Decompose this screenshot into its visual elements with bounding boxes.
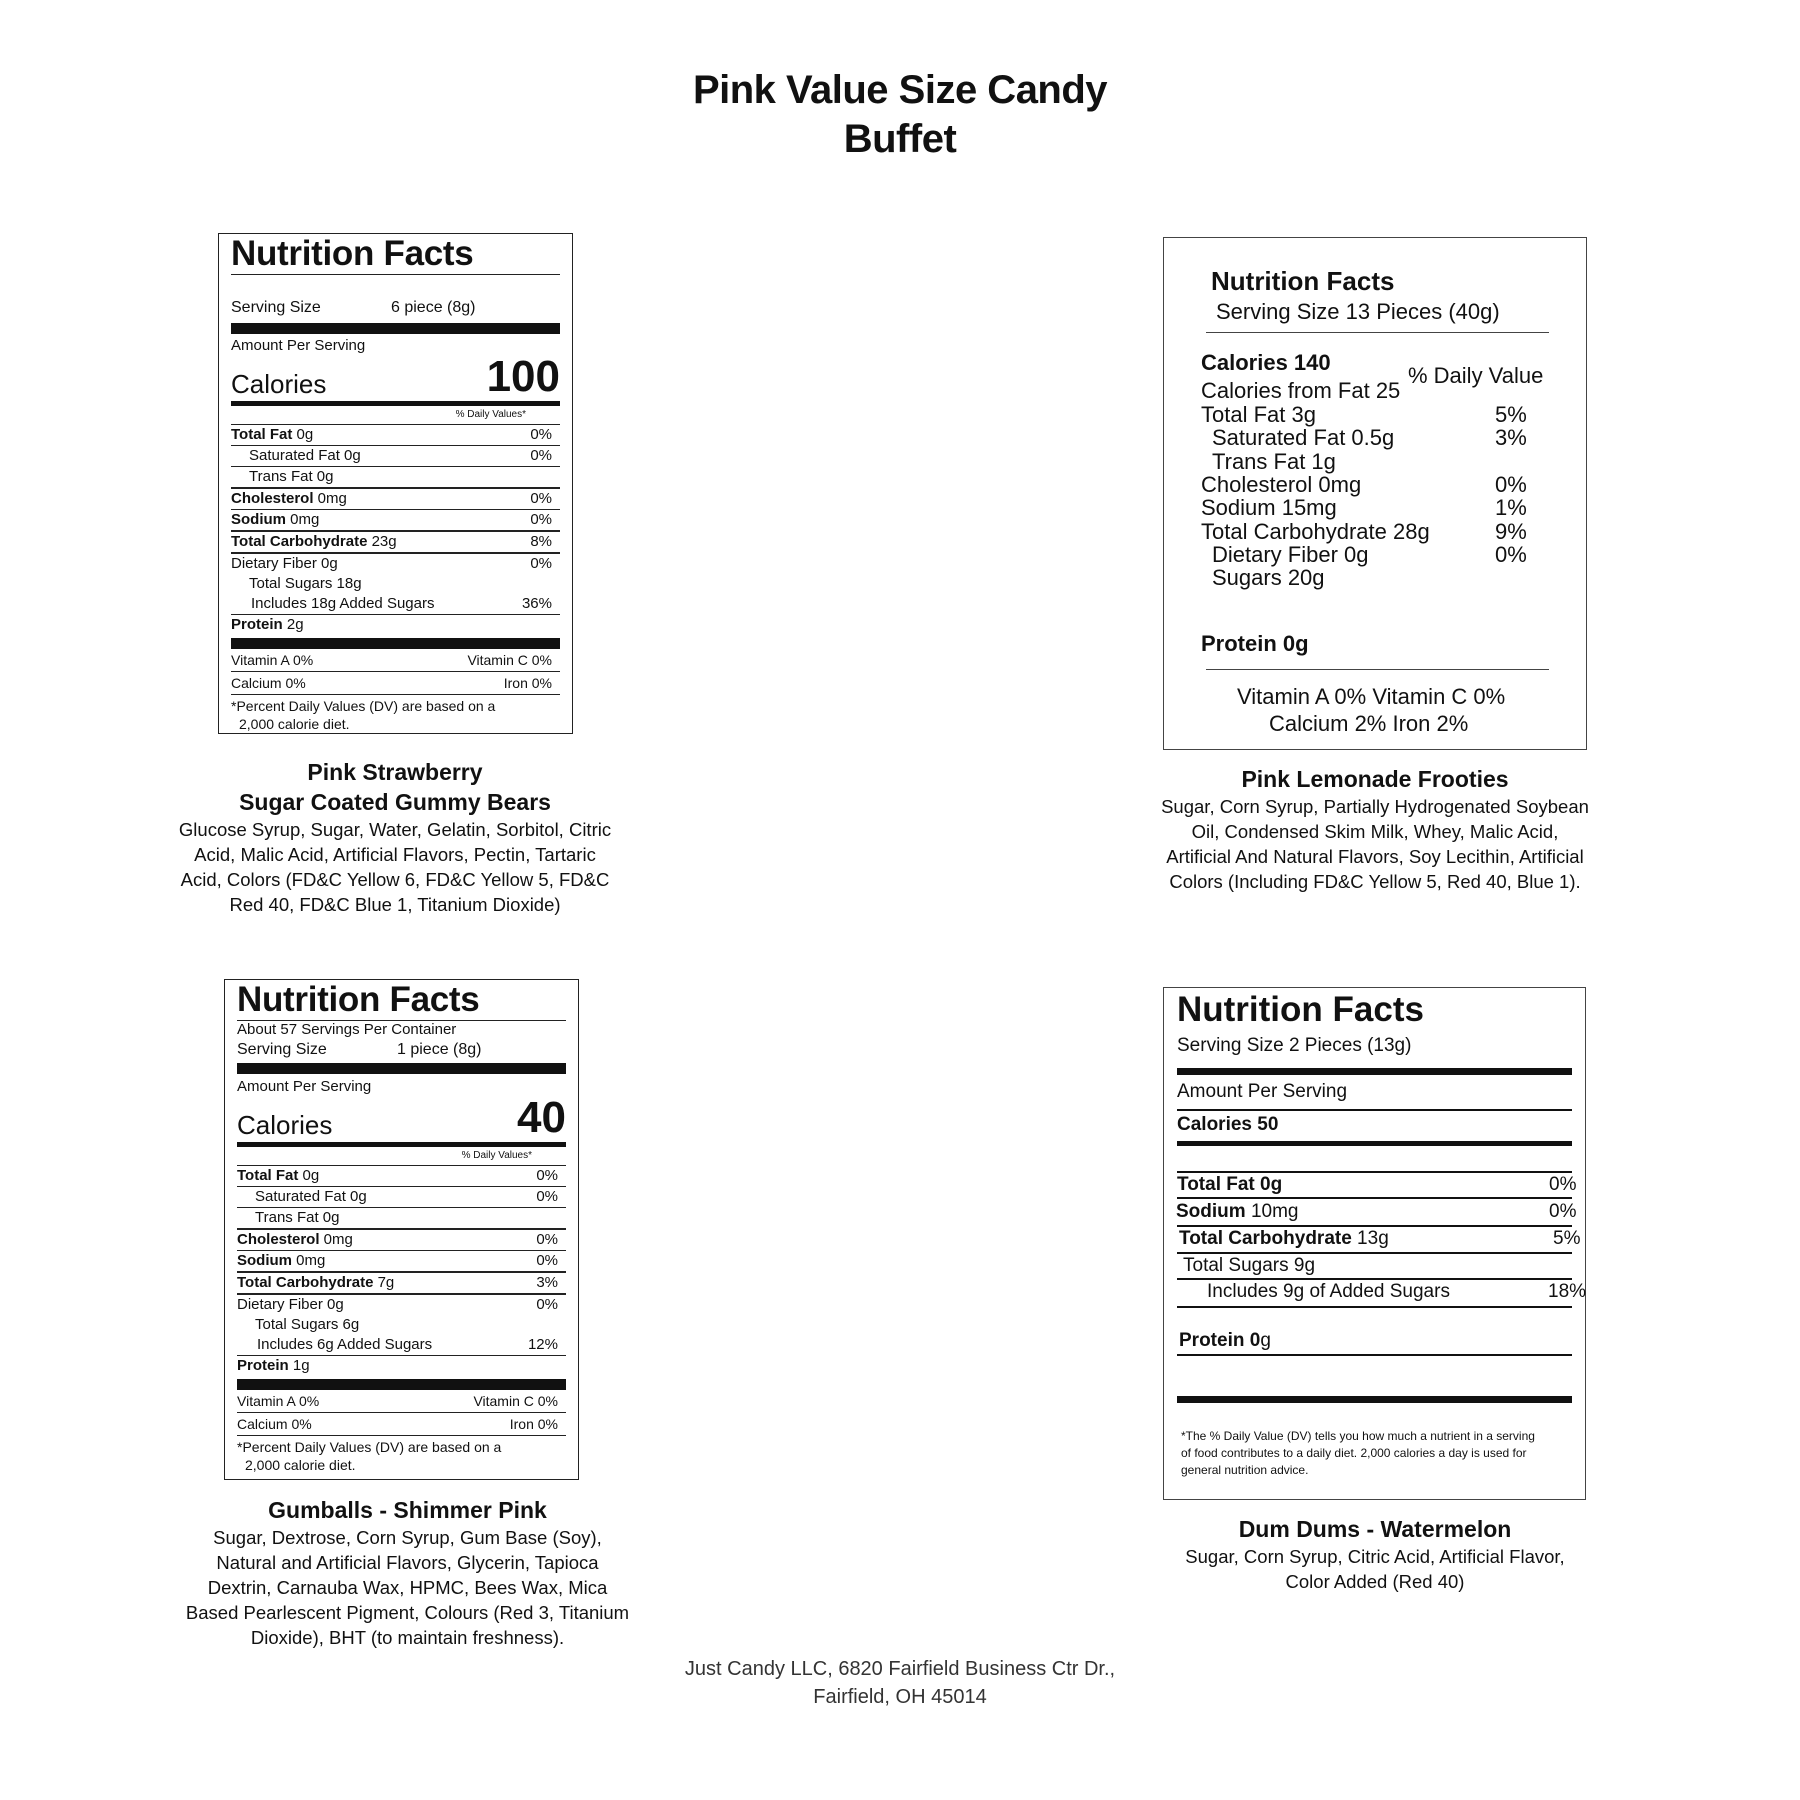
protein-label: Protein 0 [1179, 1330, 1261, 1351]
nutrient-label: Sodium [231, 511, 286, 528]
iron: Iron 0% [503, 675, 552, 691]
caption-frooties [1135, 764, 1615, 894]
caption-gumballs [155, 1495, 660, 1650]
nutrient-row [237, 1335, 566, 1355]
nutrient-amount: Includes 6g Added Sugars [257, 1336, 433, 1353]
company-address [0, 1655, 1800, 1711]
nutrient-amount: Saturated Fat 0g [249, 447, 361, 464]
caption-gummy-bears [150, 757, 640, 917]
added-sugars: Includes 9g of Added Sugars [1207, 1281, 1450, 1302]
nutrient-daily-value: 12% [527, 1336, 558, 1353]
sodium-label: Sodium [1176, 1201, 1246, 1222]
daily-value-header: % Daily Values* [461, 1150, 532, 1161]
serving-size-row [237, 1039, 566, 1061]
ingredients-line: Dextrin, Carnauba Wax, HPMC, Bees Wax, Mica [207, 1577, 608, 1598]
ingredients-line: Red 40, FD&C Blue 1, Titanium Dioxide) [229, 894, 561, 915]
nutrient-daily-value: 0% [530, 426, 552, 443]
caption-dum-dums [1135, 1514, 1615, 1594]
product-name: Pink Lemonade Frooties [1241, 766, 1509, 792]
ingredients-line: Oil, Condensed Skim Milk, Whey, Malic Acid, [1191, 821, 1559, 842]
amount-per-serving: Amount Per Serving [231, 337, 366, 354]
nutrient-daily-value: 8% [530, 533, 552, 550]
nutrient-rows [237, 1166, 566, 1376]
nutrient-label: Cholesterol [231, 490, 314, 507]
page-title-line-1: Pink Value Size Candy [692, 68, 1108, 112]
nutrient-row [237, 1315, 566, 1335]
nutrient-row [237, 1187, 566, 1207]
nutrient-row: Total Fat 3g [1201, 402, 1316, 427]
calories-value: 40 [517, 1093, 566, 1142]
ingredients-line: Sugar, Corn Syrup, Citric Acid, Artificial Flavor, [1185, 1546, 1565, 1567]
nutrient-row [231, 574, 560, 594]
vitamins-row-1 [237, 1390, 566, 1412]
ingredients-line: Natural and Artificial Flavors, Glycerin, Tapioca [216, 1552, 599, 1573]
nutrient-amount: Dietary Fiber 0g [231, 555, 338, 572]
nutrient-amount: 2g [282, 616, 304, 633]
nutrient-name [231, 446, 361, 466]
ingredients-line: Color Added (Red 40) [1285, 1571, 1465, 1592]
nutrient-row [231, 489, 560, 509]
nutrient-row [231, 615, 560, 635]
serving-size-value: 1 piece (8g) [397, 1041, 482, 1058]
daily-value-header: % Daily Values* [455, 409, 526, 420]
footnote-line-2: 2,000 calorie diet. [245, 1457, 356, 1473]
footnote [1181, 1428, 1535, 1479]
amount-per-serving: Amount Per Serving [237, 1078, 372, 1095]
nutrient-daily-value: 0% [1495, 541, 1527, 567]
nutrient-row [231, 532, 560, 552]
nutrient-name [237, 1251, 325, 1271]
carb-value: 13g [1351, 1228, 1389, 1249]
nutrient-amount: 0g [298, 1167, 320, 1184]
nutrient-amount: 0mg [286, 511, 320, 528]
nutrient-daily-value: 0% [1495, 471, 1527, 497]
nutrition-label-dum-dums [1163, 987, 1586, 1500]
nutrient-row [237, 1273, 566, 1293]
nutrient-amount: 0g [292, 426, 314, 443]
nutrient-row [231, 594, 560, 614]
ingredients-line: Acid, Malic Acid, Artificial Flavors, Pectin, Tartaric [194, 844, 596, 865]
protein: Protein 0g [1201, 631, 1309, 656]
nutrient-row [237, 1251, 566, 1271]
nutrient-amount: Total Sugars 18g [249, 575, 362, 592]
nutrient-name [237, 1273, 394, 1293]
sodium-value: 10mg [1245, 1201, 1299, 1222]
footnote [237, 1436, 566, 1478]
nutrient-name [231, 574, 362, 594]
calories-row [231, 352, 560, 401]
nutrient-row [237, 1230, 566, 1250]
iron: Iron 0% [509, 1416, 558, 1432]
carb-label: Total Carbohydrate [1179, 1228, 1352, 1249]
ingredients-line: Acid, Colors (FD&C Yellow 6, FD&C Yellow 5, FD&C [180, 869, 610, 890]
calcium: Calcium 0% [231, 675, 306, 691]
nutrient-name [237, 1230, 353, 1250]
nutrient-label: Total Fat [231, 426, 293, 443]
nutrient-amount: Trans Fat 0g [249, 468, 334, 485]
footnote [231, 695, 560, 737]
nutrient-daily-value: 9% [1495, 518, 1527, 544]
nutrient-amount: Dietary Fiber 0g [237, 1296, 344, 1313]
nutrient-amount: 23g [367, 533, 397, 550]
nutrient-daily-value: 3% [536, 1274, 558, 1291]
nutrient-name [237, 1208, 339, 1228]
nutrient-daily-value: 0% [530, 490, 552, 507]
servings-per-container: About 57 Servings Per Container [237, 1021, 457, 1038]
nutrient-name [237, 1315, 359, 1335]
footnote-line-1: *Percent Daily Values (DV) are based on a [231, 698, 496, 714]
calories-label: Calories [231, 369, 327, 399]
footnote-line: of food contributes to a daily diet. 2,000 calories a day is used for [1181, 1446, 1527, 1460]
nutrition-label-gummy-bears [218, 233, 573, 734]
nutrition-label-frooties [1163, 237, 1587, 750]
nutrient-row: Sugars 20g [1212, 565, 1325, 591]
sodium [1176, 1200, 1298, 1224]
nutrient-daily-value: 5% [1495, 402, 1527, 427]
nutrient-amount: Trans Fat 0g [255, 1209, 340, 1226]
nutrient-row: Trans Fat 1g [1212, 448, 1336, 474]
nutrient-amount: Includes 18g Added Sugars [251, 595, 435, 612]
serving-size-label: Serving Size [237, 1041, 327, 1058]
nutrient-amount: 0mg [313, 490, 347, 507]
nutrient-amount: 0mg [292, 1252, 326, 1269]
nutrient-daily-value: 0% [536, 1231, 558, 1248]
vitamins-line-2: Calcium 2% Iron 2% [1269, 711, 1469, 736]
nutrient-daily-value: 0% [536, 1188, 558, 1205]
nutrition-label-gumballs [224, 979, 579, 1480]
nutrient-rows [231, 425, 560, 635]
ingredients-line: Dioxide), BHT (to maintain freshness). [250, 1627, 565, 1648]
calories-row [237, 1093, 566, 1142]
nutrition-facts-heading: Nutrition Facts [1177, 990, 1424, 1029]
nutrient-name [237, 1335, 432, 1355]
nutrient-row [237, 1356, 566, 1376]
nutrient-daily-value: 0% [536, 1167, 558, 1184]
nutrient-row [237, 1295, 566, 1315]
nutrient-name [231, 594, 434, 614]
nutrient-label: Total Carbohydrate [231, 533, 368, 550]
nutrient-name [231, 425, 313, 445]
nutrient-daily-value: 36% [521, 595, 552, 612]
ingredients-line: Glucose Syrup, Sugar, Water, Gelatin, Sorbitol, Citric [178, 819, 612, 840]
nutrient-row: Saturated Fat 0.5g [1212, 425, 1395, 451]
calories-value: 100 [486, 352, 560, 401]
footnote-line-2: 2,000 calorie diet. [239, 716, 350, 732]
daily-value-header: % Daily Value [1408, 363, 1544, 388]
nutrient-label: Total Carbohydrate [237, 1274, 374, 1291]
nutrient-row [231, 446, 560, 466]
nutrient-label: Protein [237, 1357, 289, 1374]
nutrient-row [231, 425, 560, 445]
total-carbohydrate [1179, 1227, 1389, 1251]
vitamins-row-1 [231, 649, 560, 671]
nutrient-daily-value: 3% [1495, 425, 1527, 451]
nutrient-amount: 0mg [319, 1231, 353, 1248]
nutrient-amount: 1g [288, 1357, 310, 1374]
ingredients-line: Colors (Including FD&C Yellow 5, Red 40, Blue 1). [1169, 871, 1581, 892]
nutrient-row [231, 467, 560, 487]
address-line-2: Fairfield, OH 45014 [813, 1686, 987, 1708]
nutrition-facts-heading: Nutrition Facts [231, 234, 474, 273]
nutrient-name [231, 489, 347, 509]
vitamin-c: Vitamin C 0% [473, 1393, 558, 1409]
amount-per-serving: Amount Per Serving [1177, 1081, 1348, 1102]
total-fat-pct: 0% [1549, 1174, 1577, 1195]
vitamin-a: Vitamin A 0% [237, 1393, 320, 1409]
nutrient-name [237, 1356, 310, 1376]
nutrient-name [237, 1166, 319, 1186]
nutrient-name [231, 467, 333, 487]
nutrient-name [231, 615, 304, 635]
calories: Calories 140 [1201, 350, 1331, 375]
ingredients [1135, 794, 1615, 894]
nutrient-label: Cholesterol [237, 1231, 320, 1248]
calories-from-fat: Calories from Fat 25 [1201, 378, 1401, 403]
ingredients [1135, 1544, 1615, 1594]
sodium-pct: 0% [1549, 1201, 1577, 1222]
serving-size: Serving Size 13 Pieces (40g) [1216, 299, 1500, 324]
vitamins-line-1: Vitamin A 0% Vitamin C 0% [1237, 684, 1506, 709]
nutrient-name [237, 1187, 367, 1207]
footnote-line: general nutrition advice. [1181, 1463, 1309, 1477]
nutrient-daily-value: 0% [536, 1296, 558, 1313]
nutrition-facts-heading: Nutrition Facts [237, 980, 480, 1019]
nutrient-daily-value: 1% [1495, 495, 1527, 521]
ingredients-line: Sugar, Dextrose, Corn Syrup, Gum Base (Soy), [213, 1527, 602, 1548]
nutrient-daily-value: 0% [530, 447, 552, 464]
nutrient-label: Sodium [237, 1252, 292, 1269]
nutrient-amount: Total Sugars 6g [255, 1316, 360, 1333]
nutrient-row: Total Carbohydrate 28g [1201, 518, 1430, 544]
nutrition-facts-heading: Nutrition Facts [1211, 266, 1395, 296]
protein [1179, 1329, 1271, 1353]
product-name: Gumballs - Shimmer Pink [268, 1497, 547, 1523]
nutrient-amount: Saturated Fat 0g [255, 1188, 367, 1205]
nutrient-row: Dietary Fiber 0g [1212, 541, 1369, 567]
footnote-line-1: *Percent Daily Values (DV) are based on a [237, 1439, 502, 1455]
vitamin-c: Vitamin C 0% [467, 652, 552, 668]
nutrient-name [231, 532, 397, 552]
total-fat: Total Fat 0g [1177, 1174, 1283, 1195]
nutrient-daily-value: 0% [536, 1252, 558, 1269]
ingredients [155, 1525, 660, 1650]
ingredients-line: Sugar, Corn Syrup, Partially Hydrogenated Soybean [1161, 796, 1589, 817]
page-title-line-2: Buffet [843, 117, 957, 161]
calories-label: Calories [237, 1110, 333, 1140]
product-name: Dum Dums - Watermelon [1238, 1516, 1512, 1542]
vitamins-row-2 [237, 1413, 566, 1435]
nutrient-name [231, 554, 338, 574]
protein-unit: g [1260, 1330, 1271, 1351]
nutrient-daily-value: 0% [530, 511, 552, 528]
vitamins-row-2 [231, 672, 560, 694]
address-line-1: Just Candy LLC, 6820 Fairfield Business Ctr Dr., [684, 1658, 1116, 1680]
nutrient-row [231, 510, 560, 530]
serving-size-label: Serving Size [231, 299, 321, 316]
nutrient-name [231, 510, 319, 530]
ingredients-line: Based Pearlescent Pigment, Colours (Red 3, Titanium [185, 1602, 630, 1623]
nutrient-label: Protein [231, 616, 283, 633]
nutrient-row: Cholesterol 0mg [1201, 471, 1362, 497]
nutrient-name [237, 1295, 344, 1315]
nutrient-amount: 7g [373, 1274, 395, 1291]
page-title [0, 66, 1800, 164]
total-sugars: Total Sugars 9g [1183, 1255, 1316, 1276]
nutrient-label: Total Fat [237, 1167, 299, 1184]
nutrient-row [237, 1166, 566, 1186]
calories: Calories 50 [1177, 1114, 1279, 1135]
vitamin-a: Vitamin A 0% [231, 652, 314, 668]
product-name-line-2: Sugar Coated Gummy Bears [239, 789, 551, 815]
total-carbohydrate-pct: 5% [1553, 1228, 1581, 1249]
ingredients-line: Artificial And Natural Flavors, Soy Lecithin, Artificial [1166, 846, 1584, 867]
serving-size: Serving Size 2 Pieces (13g) [1177, 1035, 1412, 1056]
nutrient-row: Sodium 15mg [1201, 495, 1337, 521]
serving-size-value: 6 piece (8g) [391, 299, 476, 316]
added-sugars-pct: 18% [1548, 1281, 1587, 1302]
ingredients [150, 817, 640, 917]
footnote-line: *The % Daily Value (DV) tells you how much a nutrient in a serving [1181, 1429, 1535, 1443]
product-name-line-1: Pink Strawberry [307, 759, 483, 785]
calcium: Calcium 0% [237, 1416, 312, 1432]
nutrient-daily-value: 0% [530, 555, 552, 572]
nutrient-row [231, 554, 560, 574]
serving-size-row [231, 297, 560, 319]
nutrient-row [237, 1208, 566, 1228]
